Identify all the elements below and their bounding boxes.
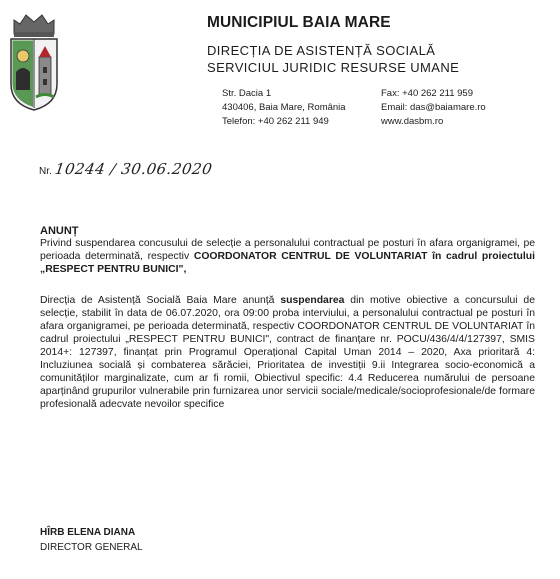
website-link[interactable]: www.dasbm.ro [381, 116, 444, 127]
registration-label: Nr. [39, 166, 52, 177]
registration-number [39, 160, 212, 178]
contact-block [381, 87, 486, 129]
registration-handwritten: 10244 / 30.06.2020 [53, 160, 214, 178]
institution-name: MUNICIPIUL BAIA MARE [207, 14, 391, 31]
announcement-body [40, 294, 535, 411]
service-name: SERVICIUL JURIDIC RESURSE UMANE [207, 60, 460, 75]
city-address: 430406, Baia Mare, România [222, 102, 346, 113]
signatory-title: DIRECTOR GENERAL [40, 542, 143, 553]
fax-number: Fax: +40 262 211 959 [381, 88, 473, 99]
body-start-text: Direcția de Asistență Socială Baia Mare anunță [40, 295, 281, 306]
phone-number: Telefon: +40 262 211 949 [222, 116, 329, 127]
street-address: Str. Dacia 1 [222, 88, 272, 99]
body-rest-text: din motive obiective a concursului de selecție, stabilit în data de 06.07.2020, ora 09:00 proba interviului, a personalului contractual pe posturi în afara organigramei, pe perioada determinată, respectiv COORDONATOR CENTRUL DE VOLUNTARIAT în cadrul proiectului „RESPECT PENTRU BUNICI", contract de finanțare nr. POCU/436/4/4/127397, SMIS 2014+: 127397, finanțat prin Programul Operațional Capital Uman 2014 – 2020, Axa prioritară 4: Incluziunea socială și combaterea sărăciei, Prioritatea de investiții 9.ii Integrarea socio-economică a comunităților marginalizate, cum ar fi romii, Obiectivul specific: 4.4 Reducerea numărului de persoane aparținând grupurilor vulnerabile prin furnizarea unor servicii sociale/medicale/socioprofesionale/de formare profesională adecvate nevoilor specifice [40, 295, 535, 410]
announcement-intro [40, 237, 535, 276]
intro-bold-text: COORDONATOR CENTRUL DE VOLUNTARIAT în cadrul proiectului „RESPECT PENTRU BUNICI", [40, 251, 535, 275]
announcement-heading: ANUNȚ [40, 225, 79, 237]
signatory-name: HÎRB ELENA DIANA [40, 527, 136, 538]
coat-of-arms-icon [8, 12, 60, 112]
department-name: DIRECȚIA DE ASISTENȚĂ SOCIALĂ [207, 43, 436, 58]
email-address[interactable]: Email: das@baiamare.ro [381, 102, 486, 113]
body-bold-text: suspendarea [280, 295, 345, 306]
intro-text: Privind suspendarea concusului de selecție a personalului contractual pe posturi în afara organigramei, pe perioada determinată, respectiv [40, 238, 535, 262]
address-block [222, 87, 346, 129]
